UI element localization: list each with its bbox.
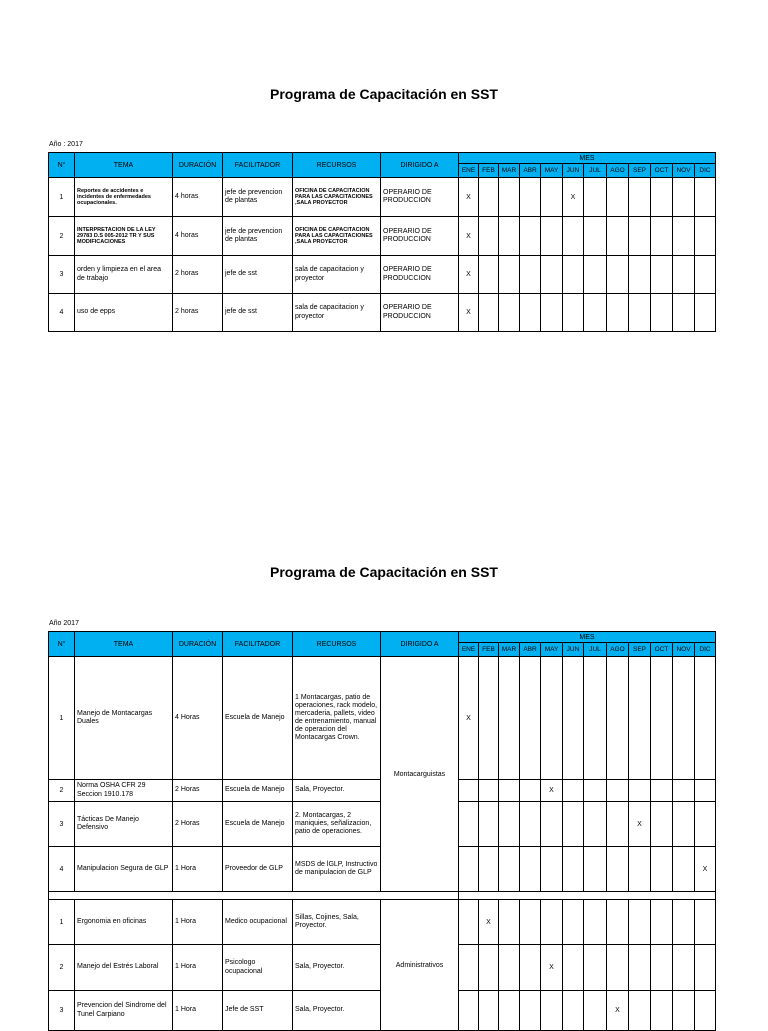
row-duracion: 2 Horas (173, 802, 223, 847)
month-header: FEB (479, 164, 499, 178)
month-cell (499, 991, 520, 1031)
month-cell (673, 847, 695, 892)
row-tema: Prevencion del Sindrome del Tunel Carpiano (75, 991, 173, 1031)
month-cell (673, 900, 695, 945)
month-cell (541, 900, 563, 945)
row-dirigido: Administrativos (381, 900, 459, 1031)
month-cell (499, 847, 520, 892)
row-recursos: Sala, Proyector. (293, 945, 381, 991)
month-cell (479, 657, 499, 780)
row-duracion: 2 Horas (173, 780, 223, 802)
month-cell (651, 657, 673, 780)
month-cell (563, 900, 584, 945)
table-row (49, 657, 716, 780)
month-cell (673, 217, 695, 256)
month-cell (459, 900, 479, 945)
month-cell (651, 802, 673, 847)
header-recursos: RECURSOS (293, 632, 381, 657)
month-cell (563, 991, 584, 1031)
row-facilitador: Jefe de SST (223, 991, 293, 1031)
month-cell (520, 900, 541, 945)
month-header: MAY (541, 643, 563, 657)
month-mark: X (563, 178, 584, 217)
row-facilitador: jefe de sst (223, 294, 293, 332)
month-header: NOV (673, 643, 695, 657)
row-duracion: 1 Hora (173, 900, 223, 945)
month-cell (499, 945, 520, 991)
month-cell (479, 802, 499, 847)
month-cell (607, 780, 629, 802)
header-facilitador: FACILITADOR (223, 632, 293, 657)
month-cell (541, 178, 563, 217)
row-number: 1 (49, 900, 75, 945)
program-1-title: Programa de Capacitación en SST (270, 86, 498, 102)
row-tema: Manejo del Estrés Laboral (75, 945, 173, 991)
month-cell (541, 657, 563, 780)
month-header: ENE (459, 164, 479, 178)
row-recursos: 1 Montacargas, patio de operaciones, rack modelo, mercaderia, pallets, video de entrenamiento, manual de operacion del Montacargas Crown. (293, 657, 381, 780)
month-cell (520, 802, 541, 847)
month-header: ABR (520, 643, 541, 657)
header-no: N° (49, 153, 75, 178)
month-cell (673, 802, 695, 847)
month-cell (563, 217, 584, 256)
row-duracion: 4 horas (173, 217, 223, 256)
month-cell (673, 256, 695, 294)
month-mark: X (459, 256, 479, 294)
row-dirigido: Montacarguistas (381, 657, 459, 892)
row-dirigido: OPERARIO DE PRODUCCION (381, 178, 459, 217)
month-header: OCT (651, 643, 673, 657)
row-facilitador: Proveedor de GLP (223, 847, 293, 892)
row-number: 3 (49, 991, 75, 1031)
group-gap-row (49, 892, 716, 900)
month-cell (695, 780, 716, 802)
month-mark: X (459, 657, 479, 780)
row-tema: Norma OSHA CFR 29 Seccion 1910.178 (75, 780, 173, 802)
month-cell (563, 802, 584, 847)
month-header: JUL (584, 164, 607, 178)
month-cell (520, 945, 541, 991)
month-mark: X (479, 900, 499, 945)
month-cell (607, 847, 629, 892)
month-cell (695, 900, 716, 945)
row-tema: Ergonomia en oficinas (75, 900, 173, 945)
month-cell (695, 802, 716, 847)
month-cell (651, 256, 673, 294)
month-cell (629, 657, 651, 780)
month-cell (673, 945, 695, 991)
month-header: JUN (563, 643, 584, 657)
row-duracion: 4 horas (173, 178, 223, 217)
month-cell (584, 217, 607, 256)
month-cell (563, 780, 584, 802)
row-tema: uso de epps (75, 294, 173, 332)
month-cell (479, 945, 499, 991)
month-cell (584, 847, 607, 892)
month-cell (673, 780, 695, 802)
row-number: 1 (49, 178, 75, 217)
row-dirigido: OPERARIO DE PRODUCCION (381, 217, 459, 256)
month-cell (479, 294, 499, 332)
month-mark: X (459, 294, 479, 332)
month-header: DIC (695, 643, 716, 657)
program-1-year-label: Año : 2017 (49, 141, 83, 148)
header-mes: MES (459, 153, 716, 164)
header-dirigido: DIRIGIDO A (381, 153, 459, 178)
month-cell (499, 802, 520, 847)
month-mark: X (629, 802, 651, 847)
row-number: 3 (49, 256, 75, 294)
month-cell (520, 780, 541, 802)
row-number: 1 (49, 657, 75, 780)
month-cell (499, 294, 520, 332)
month-cell (584, 256, 607, 294)
month-header: SEP (629, 164, 651, 178)
row-recursos: 2. Montacargas, 2 maniquies, señalizacion, patio de operaciones. (293, 802, 381, 847)
month-header: FEB (479, 643, 499, 657)
row-facilitador: jefe de prevencion de plantas (223, 217, 293, 256)
month-cell (499, 217, 520, 256)
month-cell (541, 847, 563, 892)
month-cell (607, 802, 629, 847)
month-cell (541, 256, 563, 294)
month-cell (479, 217, 499, 256)
month-cell (629, 178, 651, 217)
month-cell (563, 945, 584, 991)
month-cell (499, 256, 520, 294)
month-cell (695, 217, 716, 256)
row-recursos: OFICINA DE CAPACITACION PARA LAS CAPACITACIONES ,SALA PROYECTOR (293, 178, 381, 217)
month-header: SEP (629, 643, 651, 657)
row-tema: Manipulacion Segura de GLP (75, 847, 173, 892)
row-duracion: 1 Hora (173, 991, 223, 1031)
row-recursos: Sala, Proyector. (293, 780, 381, 802)
table-row (49, 900, 716, 945)
row-tema: Reportes de accidentes e incidentes de enfermedades ocupacionales. (75, 178, 173, 217)
month-cell (673, 657, 695, 780)
row-facilitador: Escuela de Manejo (223, 780, 293, 802)
row-recursos: sala de capacitacion y proyector (293, 294, 381, 332)
month-cell (695, 991, 716, 1031)
month-cell (499, 780, 520, 802)
month-header: MAR (499, 164, 520, 178)
month-cell (695, 178, 716, 217)
month-cell (651, 991, 673, 1031)
month-cell (541, 802, 563, 847)
header-duracion: DURACIÓN (173, 632, 223, 657)
month-cell (584, 178, 607, 217)
row-facilitador: jefe de prevencion de plantas (223, 178, 293, 217)
month-cell (629, 991, 651, 1031)
month-cell (629, 945, 651, 991)
month-mark: X (541, 945, 563, 991)
month-cell (499, 900, 520, 945)
row-number: 2 (49, 780, 75, 802)
program-2-table (48, 631, 716, 1031)
month-cell (607, 256, 629, 294)
month-cell (563, 847, 584, 892)
month-cell (584, 780, 607, 802)
table-row (49, 294, 716, 332)
month-header: MAR (499, 643, 520, 657)
row-tema: INTERPRETACION DE LA LEY 29783 D.S 005-2012 TR Y SUS MODIFICACIONES (75, 217, 173, 256)
month-cell (520, 217, 541, 256)
group-gap (49, 892, 459, 900)
month-cell (479, 256, 499, 294)
row-duracion: 4 Horas (173, 657, 223, 780)
row-facilitador: Escuela de Manejo (223, 657, 293, 780)
month-cell (607, 945, 629, 991)
month-cell (629, 256, 651, 294)
month-cell (499, 178, 520, 217)
month-mark: X (695, 847, 716, 892)
row-duracion: 2 horas (173, 294, 223, 332)
header-duracion: DURACIÓN (173, 153, 223, 178)
row-dirigido: OPERARIO DE PRODUCCION (381, 256, 459, 294)
row-dirigido: OPERARIO DE PRODUCCION (381, 294, 459, 332)
month-cell (459, 945, 479, 991)
month-cell (459, 991, 479, 1031)
month-header: DIC (695, 164, 716, 178)
month-cell (673, 991, 695, 1031)
row-duracion: 1 Hora (173, 945, 223, 991)
month-cell (607, 657, 629, 780)
header-facilitador: FACILITADOR (223, 153, 293, 178)
row-duracion: 1 Hora (173, 847, 223, 892)
row-facilitador: Psicologo ocupacional (223, 945, 293, 991)
row-tema: Manejo de Montacargas Duales (75, 657, 173, 780)
month-cell (520, 991, 541, 1031)
month-cell (607, 900, 629, 945)
month-cell (584, 294, 607, 332)
month-cell (607, 178, 629, 217)
month-header: MAY (541, 164, 563, 178)
row-number: 2 (49, 945, 75, 991)
month-cell (584, 900, 607, 945)
month-header: OCT (651, 164, 673, 178)
row-tema: orden y limpieza en el area de trabajo (75, 256, 173, 294)
program-1-table (48, 152, 716, 332)
program-2-title: Programa de Capacitación en SST (270, 564, 498, 580)
month-cell (584, 945, 607, 991)
row-facilitador: Escuela de Manejo (223, 802, 293, 847)
month-cell (629, 294, 651, 332)
month-cell (584, 991, 607, 1031)
row-recursos: OFICINA DE CAPACITACION PARA LAS CAPACITACIONES ,SALA PROYECTOR (293, 217, 381, 256)
month-cell (499, 657, 520, 780)
month-cell (459, 802, 479, 847)
month-cell (563, 294, 584, 332)
table-row (49, 256, 716, 294)
month-cell (629, 217, 651, 256)
month-cell (459, 780, 479, 802)
month-header: AGO (607, 164, 629, 178)
row-recursos: Sala, Proyector. (293, 991, 381, 1031)
month-cell (695, 945, 716, 991)
month-cell (541, 991, 563, 1031)
month-cell (651, 945, 673, 991)
table-row (49, 217, 716, 256)
month-cell (651, 178, 673, 217)
header-dirigido: DIRIGIDO A (381, 632, 459, 657)
month-header: ENE (459, 643, 479, 657)
header-recursos: RECURSOS (293, 153, 381, 178)
table-row (49, 178, 716, 217)
month-cell (563, 256, 584, 294)
month-mark: X (607, 991, 629, 1031)
header-no: N° (49, 632, 75, 657)
month-cell (629, 900, 651, 945)
month-cell (479, 991, 499, 1031)
month-header: AGO (607, 643, 629, 657)
row-recursos: sala de capacitacion y proyector (293, 256, 381, 294)
header-tema: TEMA (75, 153, 173, 178)
month-mark: X (459, 217, 479, 256)
row-recursos: Sillas, Cojines, Sala, Proyector. (293, 900, 381, 945)
month-cell (520, 657, 541, 780)
month-cell (584, 657, 607, 780)
row-number: 3 (49, 802, 75, 847)
month-cell (479, 178, 499, 217)
row-facilitador: Medico ocupacional (223, 900, 293, 945)
month-cell (629, 780, 651, 802)
month-cell (520, 847, 541, 892)
row-number: 2 (49, 217, 75, 256)
row-facilitador: jefe de sst (223, 256, 293, 294)
month-cell (584, 802, 607, 847)
program-2-year-label: Año 2017 (49, 620, 79, 627)
month-header: JUN (563, 164, 584, 178)
group-gap (459, 892, 716, 900)
month-cell (607, 217, 629, 256)
month-cell (629, 847, 651, 892)
month-cell (607, 294, 629, 332)
month-cell (541, 294, 563, 332)
row-number: 4 (49, 294, 75, 332)
month-cell (651, 900, 673, 945)
month-cell (541, 217, 563, 256)
month-cell (651, 217, 673, 256)
row-number: 4 (49, 847, 75, 892)
month-cell (651, 847, 673, 892)
row-duracion: 2 horas (173, 256, 223, 294)
month-cell (695, 256, 716, 294)
month-header: JUL (584, 643, 607, 657)
month-cell (563, 657, 584, 780)
month-cell (479, 780, 499, 802)
month-header: ABR (520, 164, 541, 178)
month-mark: X (459, 178, 479, 217)
month-header: NOV (673, 164, 695, 178)
month-cell (479, 847, 499, 892)
row-tema: Tácticas De Manejo Defensivo (75, 802, 173, 847)
month-cell (695, 294, 716, 332)
month-cell (695, 657, 716, 780)
month-cell (520, 178, 541, 217)
header-mes: MES (459, 632, 716, 643)
month-cell (651, 294, 673, 332)
header-tema: TEMA (75, 632, 173, 657)
month-cell (673, 178, 695, 217)
month-cell (673, 294, 695, 332)
month-cell (459, 847, 479, 892)
row-recursos: MSDS de lGLP, Instructivo de manipulacion de GLP (293, 847, 381, 892)
month-cell (651, 780, 673, 802)
month-cell (520, 256, 541, 294)
month-cell (520, 294, 541, 332)
month-mark: X (541, 780, 563, 802)
